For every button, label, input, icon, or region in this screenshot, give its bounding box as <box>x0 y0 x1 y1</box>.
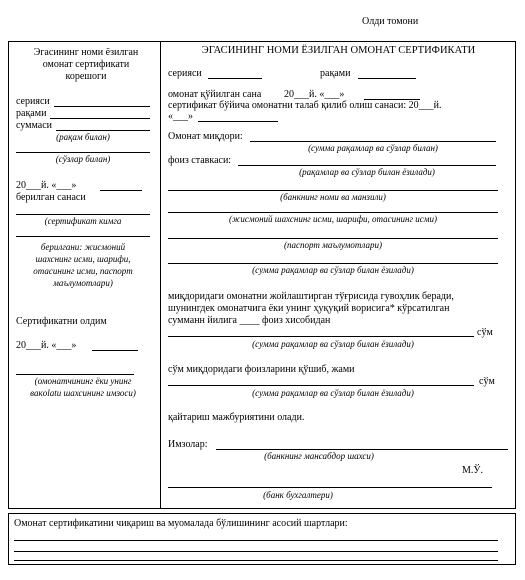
cert-claim-day: «___» <box>168 111 193 122</box>
front-side-label: Олди томони <box>362 16 419 27</box>
stub-number-field[interactable] <box>50 118 150 119</box>
cert-para-line3: сумманн йилига ____ фоиз хисобидан <box>168 315 331 326</box>
conditions-title: Омонат сертификатини чиқариш ва муомалада бўлишининг асосий шартлари: <box>14 518 348 529</box>
stub-amount-label: суммаси <box>16 120 52 131</box>
cert-bank-field[interactable] <box>168 190 498 191</box>
stub-divider <box>160 41 161 509</box>
cert-amount-hint-2: (сумма рақамлар ва сўзлар билан ёзилади) <box>252 265 414 275</box>
stub-issue-date: 20___й. «___» <box>16 180 77 191</box>
stub-received-month-field[interactable] <box>92 350 138 351</box>
stub-recipient-field-2[interactable] <box>16 236 150 237</box>
cert-obligation: қайтариш мажбуриятини олади. <box>168 412 305 423</box>
stub-issued-hint-4: маълумотлари) <box>53 278 113 288</box>
cert-manager-hint: (банкнинг мансабдор шахси) <box>264 451 374 461</box>
stub-issued-hint-1: берилгани: жисмоний <box>40 242 126 252</box>
conditions-field-1[interactable] <box>14 540 498 541</box>
cert-rate-label: фоиз ставкаси: <box>168 155 232 166</box>
cert-seal: М.Ў. <box>462 465 483 476</box>
cert-amount-hint-3: (сумма рақамлар ва сўзлар билан ёзилади) <box>252 339 414 349</box>
stub-title-line2: омонат сертификати <box>42 59 130 70</box>
stub-title-line3: корешоги <box>65 71 107 82</box>
stub-issued-hint-3: отасининг исми, паспорт <box>33 266 133 276</box>
cert-bank-hint: (банкнинг номи ва манзили) <box>280 192 386 202</box>
stub-issued-hint-2: шахснинг исми, шарифи, <box>35 254 131 264</box>
cert-som-1: сўм <box>477 327 493 338</box>
stub-recipient-field[interactable] <box>16 214 150 215</box>
cert-amount-field-3[interactable] <box>168 336 474 337</box>
conditions-field-2[interactable] <box>14 551 498 552</box>
stub-issue-month-field[interactable] <box>100 190 142 191</box>
stub-owner-signature-field[interactable] <box>16 374 134 375</box>
stub-owner-hint-1: (омонатчининг ёки унинг <box>34 376 132 386</box>
cert-para-line2: шунингдек омонатчига ёки унинг ҳуқуқий ворисига* кўрсатилган <box>168 303 450 314</box>
cert-rate-hint: (рақамлар ва сўзлар билан ёзилади) <box>299 167 435 177</box>
cert-series-field[interactable] <box>208 78 262 79</box>
stub-in-digits-hint: (рақам билан) <box>56 132 110 142</box>
stub-title-line1: Эгасининг номи ёзилган <box>33 47 139 58</box>
cert-interest-line: сўм миқдоридаги фоизларини қўшиб, жами <box>168 364 355 375</box>
stub-received-label: Сертификатни олдим <box>16 316 107 327</box>
cert-passport-field[interactable] <box>168 238 498 239</box>
stub-series-label: серияси <box>16 96 50 107</box>
stub-words-field[interactable] <box>16 152 150 153</box>
cert-manager-signature-field[interactable] <box>216 449 508 450</box>
cert-deposit-date-value: 20___й. «___» <box>284 89 345 100</box>
cert-para-line1: миқдоридаги омонатни жойлаштирган тўғрисида гувоҳлик беради, <box>168 291 454 302</box>
cert-person-hint: (жисмоний шахснинг исми, шарифи, отасининг исми) <box>228 214 438 224</box>
stub-number-label: рақами <box>16 108 47 119</box>
stub-amount-field[interactable] <box>56 130 150 131</box>
stub-received-date: 20___й. «___» <box>16 340 77 351</box>
cert-amount-field-2[interactable] <box>168 263 498 264</box>
cert-accountant-hint: (банк бухгалтери) <box>263 490 333 500</box>
stub-owner-hint-2: вакolatи шахсининг имзоси) <box>30 388 136 398</box>
cert-som-2: сўм <box>479 376 495 387</box>
cert-number-label: рақами <box>320 68 351 79</box>
cert-amount-field-4[interactable] <box>168 385 474 386</box>
cert-deposit-amount-label: Омонат миқдори: <box>168 131 243 142</box>
stub-in-words-hint: (сўзлар билан) <box>55 154 111 164</box>
cert-claim-month-field[interactable] <box>198 121 278 122</box>
cert-rate-field[interactable] <box>238 165 496 166</box>
stub-to-whom-hint: (сертификат кимга <box>44 216 122 226</box>
cert-person-field[interactable] <box>168 212 498 213</box>
cert-series-label: серияси <box>168 68 202 79</box>
cert-accountant-signature-field[interactable] <box>168 487 492 488</box>
conditions-field-3[interactable] <box>14 560 498 561</box>
stub-issue-date-label: берилган санаси <box>16 192 86 203</box>
cert-signatures-label: Имзолар: <box>168 439 208 450</box>
cert-number-field[interactable] <box>358 78 416 79</box>
cert-passport-hint: (паспорт маълумотлари) <box>284 240 382 250</box>
cert-deposit-amount-field[interactable] <box>250 141 496 142</box>
cert-amount-hint-4: (сумма рақамлар ва сўзлар билан ёзилади) <box>252 388 414 398</box>
cert-deposit-date-label: омонат қўйилган сана <box>168 89 262 100</box>
cert-amount-hint-1: (сумма рақамлар ва сўзлар билан) <box>308 143 438 153</box>
stub-series-field[interactable] <box>54 106 150 107</box>
cert-claim-line: сертификат бўйича омонатни талаб қилиб олиш санаси: 20___й. <box>168 100 442 111</box>
certificate-title: ЭГАСИНИНГ НОМИ ЁЗИЛГАН ОМОНАТ СЕРТИФИКАТИ <box>201 45 476 56</box>
